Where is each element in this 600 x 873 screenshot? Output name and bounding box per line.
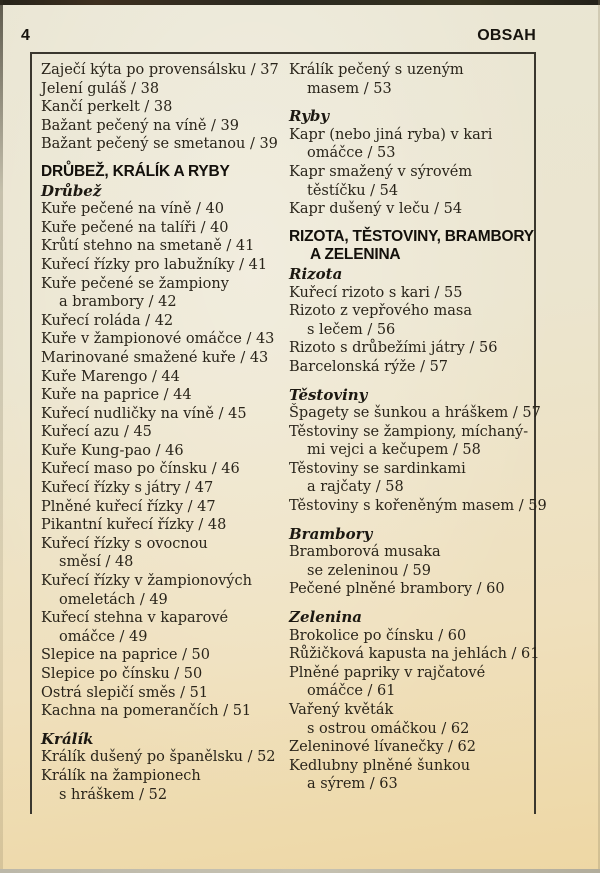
toc-line: a rajčaty / 58 xyxy=(307,479,404,496)
toc-line: Kuře pečené na talíři / 40 xyxy=(41,219,229,236)
toc-line: Kuřecí řízky s játry / 47 xyxy=(41,480,214,497)
toc-entry xyxy=(41,219,289,238)
toc-line: Bažant pečený se smetanou / 39 xyxy=(41,136,278,153)
toc-entry xyxy=(41,516,289,535)
toc-entry xyxy=(41,423,289,442)
toc-line: Špagety se šunkou a hráškem / 57 xyxy=(289,405,541,422)
page-title: OBSAH xyxy=(477,27,536,44)
toc-line: Slepice na paprice / 50 xyxy=(41,647,211,664)
toc-entry xyxy=(41,256,289,275)
toc-entry xyxy=(41,330,289,349)
toc-line: Těstoviny se žampiony, míchaný- xyxy=(289,423,529,440)
toc-line: Těstoviny s kořeněným masem / 59 xyxy=(289,498,547,515)
toc-line: Brambory xyxy=(289,524,373,543)
toc-line: Plněné kuřecí řízky / 47 xyxy=(41,498,216,515)
toc-subsection-heading xyxy=(289,525,537,544)
toc-entry xyxy=(41,80,289,99)
toc-entry xyxy=(41,609,289,646)
toc-entry xyxy=(289,284,537,303)
toc-line: Pikantní kuřecí řízky / 48 xyxy=(41,517,227,534)
toc-line: Zeleninové lívanečky / 62 xyxy=(289,739,476,756)
toc-entry xyxy=(289,460,537,497)
toc-line: Kuřecí řízky v žampionových xyxy=(41,573,252,590)
scan-edge-bottom xyxy=(0,869,600,873)
toc-entry xyxy=(41,748,289,767)
toc-entry xyxy=(41,767,289,804)
toc-entry xyxy=(289,302,537,339)
toc-line: masem / 53 xyxy=(307,80,392,97)
toc-line: s ostrou omáčkou / 62 xyxy=(307,720,470,737)
toc-entry xyxy=(289,664,537,701)
toc-line: Marinované smažené kuře / 43 xyxy=(41,349,269,366)
scan-edge-top xyxy=(0,0,600,5)
toc-line: Kuře v žampionové omáčce / 43 xyxy=(41,331,275,348)
toc-column-left xyxy=(41,61,289,804)
toc-entry xyxy=(289,543,537,580)
toc-line: Jelení guláš / 38 xyxy=(41,80,160,97)
toc-subsection-heading xyxy=(41,182,289,201)
toc-entry xyxy=(41,646,289,665)
toc-line: Barcelonská rýže / 57 xyxy=(289,358,449,375)
toc-entry xyxy=(289,580,537,599)
toc-gap xyxy=(289,377,537,386)
toc-line: Drůbež xyxy=(41,181,102,200)
toc-line: Kuřecí azu / 45 xyxy=(41,424,152,441)
toc-entry xyxy=(41,442,289,461)
toc-line: Těstoviny se sardinkami xyxy=(289,460,466,477)
toc-entry xyxy=(289,339,537,358)
toc-entry xyxy=(41,349,289,368)
toc-entry xyxy=(289,497,547,516)
toc-line: Kachna na pomerančích / 51 xyxy=(41,703,252,720)
toc-line: Zaječí kýta po provensálsku / 37 xyxy=(41,62,279,78)
toc-line: A ZELENINA xyxy=(310,246,401,264)
toc-subsection-heading xyxy=(41,730,289,749)
toc-line: Kuře Kung-pao / 46 xyxy=(41,442,184,459)
toc-gap xyxy=(289,219,537,228)
toc-entry xyxy=(41,61,289,80)
toc-entry xyxy=(41,368,289,387)
toc-line: Kuře pečené se žampiony xyxy=(41,275,229,292)
toc-gap xyxy=(289,516,537,525)
toc-line: Vařený květák xyxy=(289,702,394,718)
toc-subsection-heading xyxy=(289,265,537,284)
toc-line: Zelenina xyxy=(289,608,362,627)
toc-entry xyxy=(289,757,537,794)
toc-entry xyxy=(289,61,537,98)
toc-entry xyxy=(41,135,289,154)
toc-entry xyxy=(41,200,289,219)
toc-line: Kuřecí nudličky na víně / 45 xyxy=(41,405,247,422)
toc-line: směsí / 48 xyxy=(59,554,134,571)
toc-entry xyxy=(41,572,289,609)
toc-entry xyxy=(289,423,537,460)
toc-line: Bažant pečený na víně / 39 xyxy=(41,117,239,134)
toc-entry xyxy=(41,117,289,136)
toc-line: Kapr (nebo jiná ryba) v kari xyxy=(289,126,493,143)
toc-entry xyxy=(289,200,537,219)
toc-line: Kuřecí roláda / 42 xyxy=(41,312,174,329)
toc-line: Krůtí stehno na smetaně / 41 xyxy=(41,238,255,255)
toc-section-heading xyxy=(41,163,289,182)
toc-line: Kuřecí stehna v kaparové xyxy=(41,610,229,627)
toc-entry xyxy=(41,665,289,684)
toc-line: Plněné papriky v rajčatové xyxy=(289,664,486,681)
toc-line: Kapr smažený v sýrovém xyxy=(289,163,473,180)
toc-entry xyxy=(41,386,289,405)
toc-line: mi vejci a kečupem / 58 xyxy=(307,442,481,459)
toc-line: Těstoviny xyxy=(289,385,368,404)
toc-line: Kuře na paprice / 44 xyxy=(41,387,192,404)
toc-entry xyxy=(289,358,537,377)
toc-line: Kuřecí maso po čínsku / 46 xyxy=(41,461,240,478)
toc-entry xyxy=(41,237,289,256)
toc-line: Růžičková kapusta na jehlách / 61 xyxy=(289,646,540,663)
scan-edge-left xyxy=(0,0,3,873)
toc-gap xyxy=(289,599,537,608)
toc-line: omáčce / 53 xyxy=(307,145,396,162)
toc-line: omáčce / 61 xyxy=(307,683,396,700)
toc-column-right xyxy=(289,61,547,794)
toc-entry xyxy=(289,404,541,423)
toc-line: Kapr dušený v leču / 54 xyxy=(289,201,463,218)
toc-entry xyxy=(41,479,289,498)
toc-line: Brokolice po čínsku / 60 xyxy=(289,627,467,644)
toc-entry xyxy=(289,126,537,163)
toc-entry xyxy=(289,701,537,738)
toc-line: těstíčku / 54 xyxy=(307,182,399,199)
toc-line: Ostrá slepičí směs / 51 xyxy=(41,684,209,701)
toc-line: Kedlubny plněné šunkou xyxy=(289,757,471,774)
page-number: 4 xyxy=(21,27,30,44)
toc-line: Bramborová musaka xyxy=(289,544,441,561)
toc-entry xyxy=(41,312,289,331)
toc-line: DRŮBEŽ, KRÁLÍK A RYBY xyxy=(41,162,230,180)
toc-entry xyxy=(41,405,289,424)
toc-line: s hráškem / 52 xyxy=(59,786,168,803)
toc-entry xyxy=(41,460,289,479)
toc-line: Kuře pečené na víně / 40 xyxy=(41,201,224,218)
toc-entry xyxy=(289,627,537,646)
toc-gap xyxy=(41,154,289,163)
toc-line: omeletách / 49 xyxy=(59,591,168,608)
toc-subsection-heading xyxy=(289,107,537,126)
toc-line: RIZOTA, TĚSTOVINY, BRAMBORY xyxy=(289,227,534,245)
toc-line: Slepice po čínsku / 50 xyxy=(41,666,203,682)
toc-line: Rizoto s drůbežími játry / 56 xyxy=(289,340,498,357)
toc-line: Kuřecí rizoto s kari / 55 xyxy=(289,284,463,301)
toc-line: Kuře Marengo / 44 xyxy=(41,368,180,385)
toc-line: Kuřecí řízky pro labužníky / 41 xyxy=(41,256,268,273)
toc-subsection-heading xyxy=(289,386,537,405)
toc-line: Králík na žampionech xyxy=(41,767,201,784)
toc-line: Rizoto z vepřového masa xyxy=(289,303,472,320)
toc-line: Králík dušený po španělsku / 52 xyxy=(41,749,276,766)
toc-line: omáčce / 49 xyxy=(59,628,148,645)
toc-entry xyxy=(289,738,537,757)
toc-subsection-heading xyxy=(289,608,537,627)
toc-line: a brambory / 42 xyxy=(59,294,177,311)
toc-line: s lečem / 56 xyxy=(307,321,396,338)
toc-entry xyxy=(41,498,289,517)
toc-entry xyxy=(41,275,289,312)
toc-line: Ryby xyxy=(289,107,330,126)
toc-entry xyxy=(41,98,289,117)
toc-line: se zeleninou / 59 xyxy=(307,562,432,579)
toc-section-heading xyxy=(289,228,537,265)
toc-line: Králík pečený s uzeným xyxy=(289,62,464,78)
toc-entry xyxy=(41,684,289,703)
toc-line: Rizota xyxy=(289,264,343,283)
toc-line: Kuřecí řízky s ovocnou xyxy=(41,535,208,552)
toc-entry xyxy=(289,163,537,200)
toc-gap xyxy=(289,98,537,107)
toc-line: Kančí perkelt / 38 xyxy=(41,99,173,116)
toc-line: Králík xyxy=(41,729,94,748)
toc-line: Pečené plněné brambory / 60 xyxy=(289,581,505,598)
toc-entry xyxy=(289,645,540,664)
toc-gap xyxy=(41,721,289,730)
toc-line: a sýrem / 63 xyxy=(307,776,398,793)
toc-entry xyxy=(41,702,289,721)
toc-entry xyxy=(41,535,289,572)
